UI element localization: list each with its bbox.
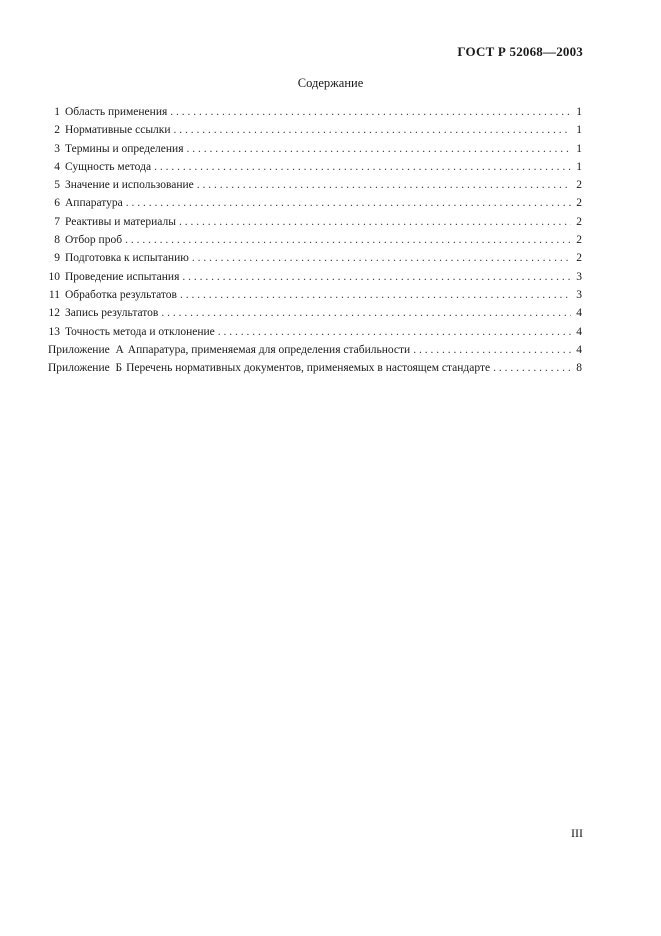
toc-dot-leader <box>126 194 571 212</box>
toc-item-number: 11 <box>48 288 60 301</box>
toc-item[interactable] <box>48 323 582 341</box>
toc-item-page: 8 <box>576 362 582 375</box>
toc-item-number: 5 <box>54 179 60 192</box>
toc-item-label: Аппаратура <box>65 197 123 210</box>
toc-title: Содержание <box>297 76 364 90</box>
toc-dot-leader <box>197 176 571 194</box>
toc-item-number: 12 <box>48 307 60 320</box>
toc-item[interactable] <box>48 304 582 322</box>
table-of-contents <box>48 103 582 377</box>
toc-item-label: Реактивы и материалы <box>65 215 176 228</box>
toc-item-label: Запись результатов <box>65 307 159 320</box>
toc-dot-leader <box>125 231 571 249</box>
toc-item-page: 4 <box>576 307 582 320</box>
toc-item-label: Область применения <box>65 106 168 118</box>
toc-item-page: 3 <box>576 288 582 301</box>
toc-item-page: 4 <box>576 343 582 356</box>
toc-item-number: 8 <box>54 234 60 247</box>
toc-item-number: 1 <box>54 106 60 118</box>
toc-item-label: Проведение испытания <box>65 270 180 283</box>
toc-item-page: 2 <box>576 197 582 210</box>
toc-item-page: 1 <box>576 160 582 173</box>
toc-item-label: Подготовка к испытанию <box>65 252 189 265</box>
toc-dot-leader <box>413 341 571 359</box>
toc-item[interactable] <box>48 121 582 139</box>
toc-dot-leader <box>170 103 571 121</box>
toc-item-label: Обработка результатов <box>65 288 177 301</box>
toc-appendix-number: Приложение А <box>48 343 124 356</box>
toc-item-page: 1 <box>576 142 582 155</box>
toc-item-page: 4 <box>576 325 582 338</box>
toc-item[interactable] <box>48 140 582 158</box>
toc-item-page: 3 <box>576 270 582 283</box>
toc-item-number: 4 <box>54 160 60 173</box>
toc-item[interactable] <box>48 249 582 267</box>
toc-item-number: 10 <box>48 270 60 283</box>
toc-dot-leader <box>180 286 571 304</box>
toc-item[interactable] <box>48 103 582 121</box>
toc-item-number: 6 <box>54 197 60 210</box>
toc-dot-leader <box>161 304 571 322</box>
toc-dot-leader <box>182 268 571 286</box>
toc-item-label: Аппаратура, применяемая для определения стабильности <box>127 343 411 356</box>
toc-item[interactable] <box>48 158 582 176</box>
toc-item-page: 1 <box>576 124 582 137</box>
toc-appendix-item[interactable] <box>48 341 582 359</box>
toc-dot-leader <box>187 140 572 158</box>
toc-dot-leader <box>179 213 571 231</box>
toc-appendix-number: Приложение Б <box>48 362 123 375</box>
toc-item[interactable] <box>48 213 582 231</box>
toc-item-label: Сущность метода <box>65 160 152 173</box>
page-number: III <box>571 826 583 840</box>
toc-item-label: Точность метода и отклонение <box>65 325 215 338</box>
toc-item-label: Отбор проб <box>65 234 123 247</box>
toc-dot-leader <box>218 323 571 341</box>
toc-item-label: Нормативные ссылки <box>65 124 171 137</box>
toc-item-number: 13 <box>48 325 60 338</box>
toc-item-label: Перечень нормативных документов, применяемых в настоящем стандарте <box>126 362 491 375</box>
toc-item[interactable] <box>48 268 582 286</box>
toc-item-number: 2 <box>54 124 60 137</box>
toc-item[interactable] <box>48 176 582 194</box>
toc-dot-leader <box>493 359 571 377</box>
toc-item[interactable] <box>48 286 582 304</box>
toc-item-number: 7 <box>54 215 60 228</box>
toc-dot-leader <box>154 158 571 176</box>
toc-appendix-item[interactable] <box>48 359 582 377</box>
toc-item-page: 2 <box>576 252 582 265</box>
toc-item-label: Значение и использование <box>65 179 194 192</box>
toc-item-page: 2 <box>576 215 582 228</box>
toc-item-page: 1 <box>576 106 582 118</box>
toc-dot-leader <box>192 249 571 267</box>
document-code: ГОСТ Р 52068—2003 <box>457 44 583 59</box>
toc-item-number: 9 <box>54 252 60 265</box>
toc-dot-leader <box>174 121 571 139</box>
toc-item[interactable] <box>48 231 582 249</box>
toc-item[interactable] <box>48 194 582 212</box>
toc-item-page: 2 <box>576 179 582 192</box>
toc-item-label: Термины и определения <box>65 142 184 155</box>
toc-item-page: 2 <box>576 234 582 247</box>
toc-item-number: 3 <box>54 142 60 155</box>
